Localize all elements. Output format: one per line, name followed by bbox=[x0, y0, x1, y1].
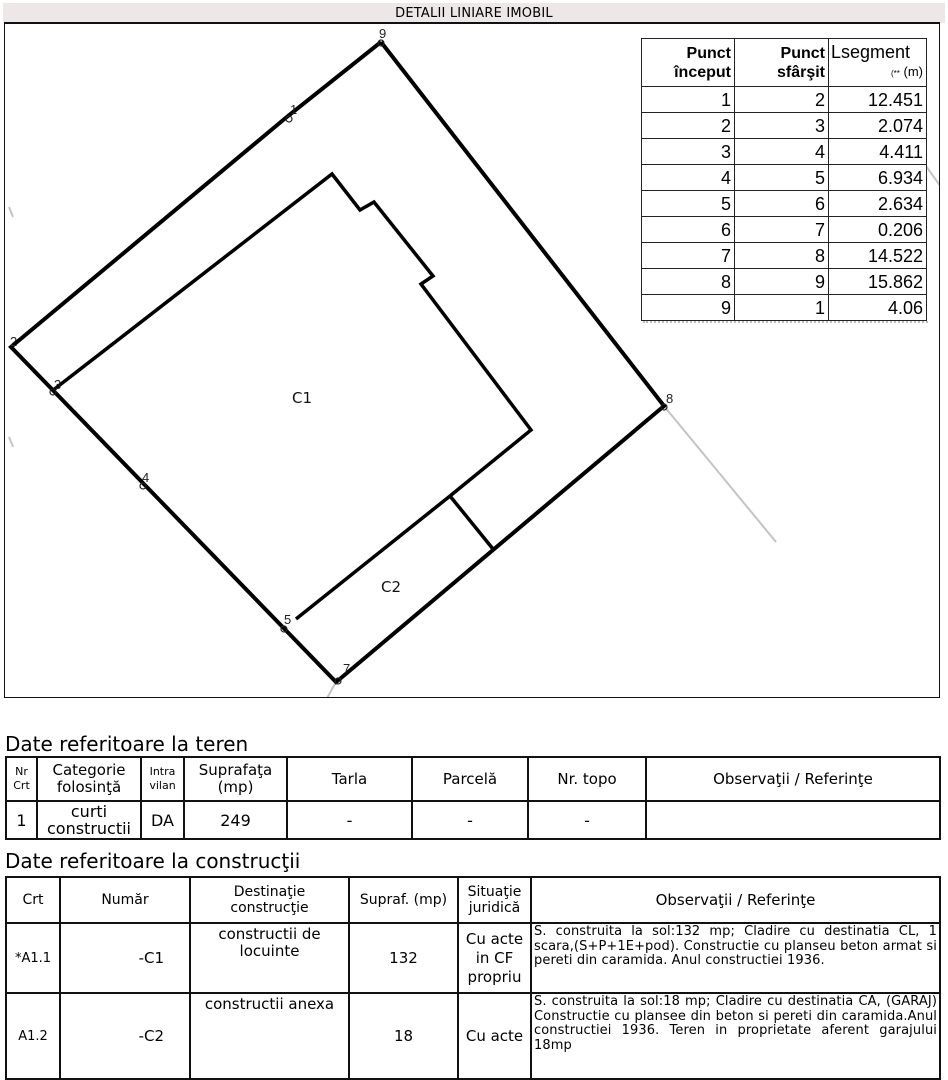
teren-categorie: curti constructii bbox=[37, 801, 141, 839]
teren-table bbox=[5, 756, 941, 840]
header-suprafata: Suprafaţa (mp) bbox=[184, 757, 287, 801]
header-situatie: Situaţie juridică bbox=[458, 877, 531, 923]
header-start-point: Punct început bbox=[642, 39, 735, 87]
constructie-destinatie: constructii anexa bbox=[190, 993, 349, 1079]
constructie-crt: *A1.1 bbox=[6, 923, 60, 993]
segment-length: 2.074 bbox=[829, 113, 927, 139]
segment-start: 5 bbox=[642, 191, 735, 217]
header-categorie: Categorie folosinţă bbox=[37, 757, 141, 801]
segment-end: 4 bbox=[735, 139, 829, 165]
teren-section-title: Date referitoare la teren bbox=[5, 732, 249, 756]
building-label-c1: C1 bbox=[292, 389, 313, 407]
teren-suprafata: 249 bbox=[184, 801, 287, 839]
segment-row bbox=[642, 139, 927, 165]
segment-length: 4.411 bbox=[829, 139, 927, 165]
segment-row bbox=[642, 113, 927, 139]
segment-start: 7 bbox=[642, 243, 735, 269]
header-tarla: Tarla bbox=[287, 757, 412, 801]
segments-table bbox=[641, 38, 927, 321]
teren-observatii bbox=[646, 801, 940, 839]
header-observatii: Observaţii / Referinţe bbox=[646, 757, 940, 801]
segment-row bbox=[642, 217, 927, 243]
point-markers bbox=[50, 40, 667, 684]
segment-row bbox=[642, 191, 927, 217]
building-c1-outline bbox=[52, 174, 531, 496]
segment-start: 4 bbox=[642, 165, 735, 191]
point-label-7: 7 bbox=[343, 661, 351, 676]
segment-end: 5 bbox=[735, 165, 829, 191]
segment-row bbox=[642, 243, 927, 269]
header-intravilan: Intra vilan bbox=[141, 757, 184, 801]
segment-end: 8 bbox=[735, 243, 829, 269]
segment-length: 6.934 bbox=[829, 165, 927, 191]
constructie-situatie: Cu acte bbox=[458, 993, 531, 1079]
segment-length: 15.862 bbox=[829, 269, 927, 295]
constructii-header-row bbox=[6, 877, 940, 923]
segment-end: 1 bbox=[735, 295, 829, 321]
teren-nr: 1 bbox=[6, 801, 37, 839]
segment-end: 7 bbox=[735, 217, 829, 243]
point-label-3: 3 bbox=[54, 377, 62, 392]
constructii-table bbox=[5, 876, 941, 1080]
segment-length: 12.451 bbox=[829, 87, 927, 113]
constructie-destinatie: constructii de locuinte bbox=[190, 923, 349, 993]
point-label-8: 8 bbox=[666, 391, 674, 406]
header-numar: Număr bbox=[60, 877, 190, 923]
header-nr-crt: Nr Crt bbox=[6, 757, 37, 801]
header-destinatie: Destinaţie construcţie bbox=[190, 877, 349, 923]
constructie-situatie: Cu acte in CF propriu bbox=[458, 923, 531, 993]
segment-end: 6 bbox=[735, 191, 829, 217]
header-crt: Crt bbox=[6, 877, 60, 923]
segment-length: 4.06 bbox=[829, 295, 927, 321]
point-label-4: 4 bbox=[142, 470, 150, 485]
segment-end: 3 bbox=[735, 113, 829, 139]
constructie-observatii: S. construita la sol:18 mp; Cladire cu destinatia CA, (GARAJ) Constructie cu plansee din beton si pereti din caramida.Anul constructiei 1936. Teren in proprietate aferent garajului 18mp bbox=[531, 993, 940, 1079]
segment-length: 2.634 bbox=[829, 191, 927, 217]
constructie-row bbox=[6, 993, 940, 1079]
header-segment-length: Lsegment (** (m) bbox=[829, 39, 927, 87]
constructie-observatii: S. construita la sol:132 mp; Cladire cu destinatia CL, 1 scara,(S+P+1E+pod). Constructie cu planseu beton armat si pereti din caramida. Anul constructiei 1936. bbox=[531, 923, 940, 993]
segment-row bbox=[642, 269, 927, 295]
segment-row bbox=[642, 87, 927, 113]
teren-nr-topo: - bbox=[528, 801, 646, 839]
segment-row bbox=[642, 165, 927, 191]
teren-header-row bbox=[6, 757, 940, 801]
segment-start: 1 bbox=[642, 87, 735, 113]
building-label-c2: C2 bbox=[381, 578, 402, 596]
segment-start: 2 bbox=[642, 113, 735, 139]
header-supraf: Supraf. (mp) bbox=[349, 877, 458, 923]
segments-header-row bbox=[642, 39, 927, 87]
header-observatii: Observaţii / Referinţe bbox=[531, 877, 940, 923]
segment-start: 6 bbox=[642, 217, 735, 243]
segment-length: 0.206 bbox=[829, 217, 927, 243]
point-label-5: 5 bbox=[284, 612, 292, 627]
segment-start: 3 bbox=[642, 139, 735, 165]
document-title: DETALII LINIARE IMOBIL bbox=[3, 3, 945, 23]
point-label-9: 9 bbox=[379, 26, 387, 41]
constructie-numar: -C2 bbox=[60, 993, 190, 1079]
constructie-supraf: 132 bbox=[349, 923, 458, 993]
building-c2-outline bbox=[296, 496, 493, 619]
constructie-crt: A1.2 bbox=[6, 993, 60, 1079]
teren-row bbox=[6, 801, 940, 839]
teren-tarla: - bbox=[287, 801, 412, 839]
segment-start: 8 bbox=[642, 269, 735, 295]
header-nr-topo: Nr. topo bbox=[528, 757, 646, 801]
segment-row bbox=[642, 295, 927, 321]
header-parcela: Parcelă bbox=[412, 757, 528, 801]
teren-parcela: - bbox=[412, 801, 528, 839]
constructie-supraf: 18 bbox=[349, 993, 458, 1079]
table-cutoff-edge bbox=[643, 321, 928, 323]
constructie-numar: -C1 bbox=[60, 923, 190, 993]
segment-start: 9 bbox=[642, 295, 735, 321]
header-end-point: Punct sfârşit bbox=[735, 39, 829, 87]
point-label-2: 2 bbox=[10, 334, 18, 349]
segment-end: 9 bbox=[735, 269, 829, 295]
segment-end: 2 bbox=[735, 87, 829, 113]
constructie-row bbox=[6, 923, 940, 993]
constructii-section-title: Date referitoare la construcţii bbox=[5, 849, 301, 873]
point-label-1: 1 bbox=[290, 102, 298, 117]
teren-intravilan: DA bbox=[141, 801, 184, 839]
segment-length: 14.522 bbox=[829, 243, 927, 269]
